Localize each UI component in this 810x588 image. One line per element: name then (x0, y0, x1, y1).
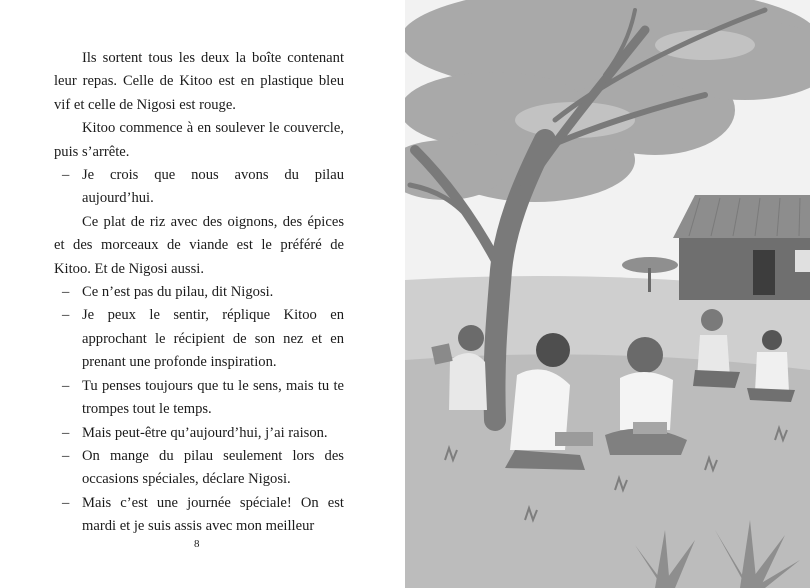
dialogue-text: Mais peut-être qu’aujourd’hui, j’ai raison. (82, 424, 328, 441)
paragraph-dialogue (54, 445, 344, 492)
paragraph-dialogue (54, 164, 344, 211)
paragraph-dialogue (54, 304, 344, 374)
paragraph-dialogue (54, 375, 344, 422)
paragraph-narration: Kitoo commence à en soulever le couvercle, puis s’arrête. (54, 120, 344, 160)
school-building (673, 195, 810, 300)
dialogue-dash: – (62, 284, 70, 301)
dialogue-text: Je crois que nous avons du pilau aujourd’hui. (82, 167, 344, 207)
paragraph-dialogue (54, 422, 344, 445)
dialogue-dash: – (62, 167, 70, 184)
dialogue-text: On mange du pilau seulement lors des occasions spéciales, déclare Nigosi. (82, 447, 344, 488)
page-number: 8 (194, 538, 200, 550)
lunch-box (633, 422, 667, 434)
dialogue-text: Mais c’est une journée spéciale! On est mardi et je suis assis avec mon meilleur (82, 494, 344, 535)
illustration (405, 0, 810, 588)
lunch-box (555, 432, 593, 446)
dialogue-dash: – (62, 424, 70, 441)
dialogue-text: Je peux le sentir, réplique Kitoo en approchant le récipient de son nez et en prenant une profonde inspiration. (82, 307, 344, 371)
paragraph-narration: Ils sortent tous les deux la boîte contenant leur repas. Celle de Kitoo est en plastique bleu vif et celle de Nigosi est rouge. (54, 50, 344, 113)
dialogue-text: Ce n’est pas du pilau, dit Nigosi. (82, 284, 274, 301)
illustration-canvas (405, 0, 810, 588)
dialogue-text: Tu penses toujours que tu le sens, mais tu te trompes tout le temps. (82, 377, 344, 418)
dialogue-dash: – (62, 307, 70, 324)
story-text (54, 47, 344, 539)
dialogue-dash: – (62, 447, 70, 464)
paragraph-narration: Ce plat de riz avec des oignons, des épices et des morceaux de viande est le préféré de Kitoo. Et de Nigosi aussi. (54, 213, 344, 277)
dialogue-dash: – (62, 377, 70, 394)
paragraph-dialogue (54, 492, 344, 539)
paragraph-dialogue (54, 281, 344, 304)
dialogue-dash: – (62, 494, 70, 511)
